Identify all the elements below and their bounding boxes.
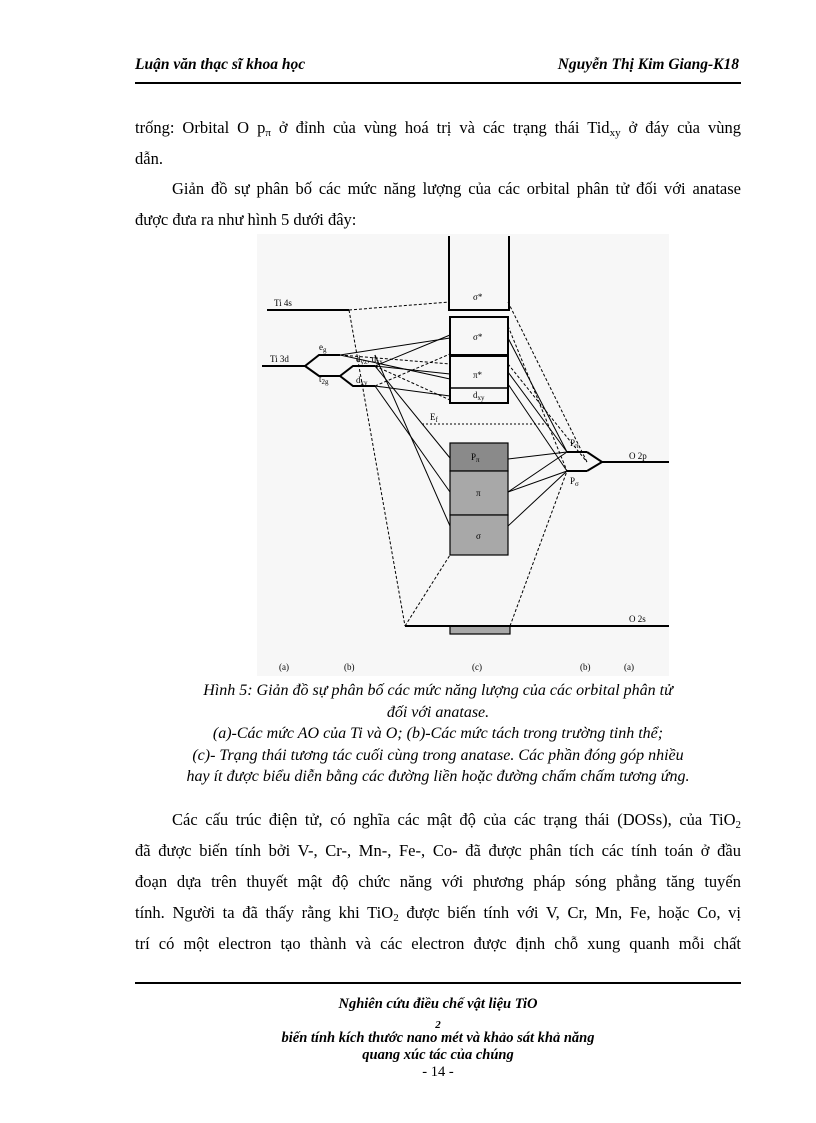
label-pi-star: π* xyxy=(473,370,483,380)
label-dxy: $d_{xy}$ xyxy=(356,375,368,387)
label-sigma: σ xyxy=(476,531,481,541)
label-eg: $e_g$ xyxy=(319,342,327,354)
label-p-pi-box: $P_\pi$ xyxy=(471,452,480,464)
page-number: - 14 - xyxy=(422,1064,454,1080)
paragraph-1-line-1: trống: Orbital O $p_\pi$ ở đỉnh của vùng hoá trị và các trạng thái Tid$_{xy}$ ở đáy của vùng xyxy=(135,118,742,139)
label-dyz-dzx: $d_{yz}$, $d_{zx}$ xyxy=(356,354,383,366)
label-b-left: (b) xyxy=(344,662,355,672)
label-ti3d: Ti 3d xyxy=(270,354,289,364)
caption-line-5: hay ít được biểu diễn bằng các đường liền hoặc đường chấm chấm tương ứng. xyxy=(186,768,690,785)
caption-line-1: Hình 5: Giản đồ sự phân bố các mức năng lượng của các orbital phân tử xyxy=(203,682,673,699)
paragraph-3-line-2: đã được biến tính bởi V-, Cr-, Mn-, Fe-, Co- đã được phân tích các tính toán ở đầu xyxy=(135,841,741,860)
paragraph-1 xyxy=(135,112,741,174)
label-a-right: (a) xyxy=(624,662,634,672)
header-left: Luận văn thạc sĩ khoa học xyxy=(135,56,306,73)
page-header xyxy=(135,50,741,84)
label-o2p: O 2p xyxy=(629,451,647,461)
paragraph-3-line-3: đoạn dựa trên thuyết mật độ chức năng với phương pháp sóng phẳng tăng tuyến xyxy=(135,872,741,891)
paragraph-3 xyxy=(135,804,741,959)
figure-caption xyxy=(135,680,741,788)
label-dxy-box: $d_{xy}$ xyxy=(473,390,485,402)
label-sigma-star-top: σ* xyxy=(473,292,483,302)
paragraph-3-line-5: trí có một electron tạo thành và các electron được định chỗ xung quanh mỗi chất xyxy=(135,934,741,953)
paragraph-2 xyxy=(135,173,741,235)
paragraph-3-line-1: Các cấu trúc điện tử, có nghĩa các mật độ của các trạng thái (DOSs), của TiO$_2$ xyxy=(172,810,741,831)
label-p-pi: $P_\pi$ xyxy=(570,438,579,450)
paragraph-3-line-4: tính. Người ta đã thấy rằng khi TiO$_2$ được biến tính với V, Cr, Mn, Fe, hoặc Co, vị xyxy=(135,903,741,924)
caption-line-4: (c)- Trạng thái tương tác cuối cùng trong anatase. Các phần đóng góp nhiều xyxy=(192,746,684,764)
label-p-sigma: $P_\sigma$ xyxy=(570,476,579,488)
energy-level-diagram xyxy=(257,234,669,676)
paragraph-2-line-2: được đưa ra như hình 5 dưới đây: xyxy=(135,210,357,229)
label-c: (c) xyxy=(472,662,482,672)
label-b-right: (b) xyxy=(580,662,591,672)
label-o2s: O 2s xyxy=(629,614,646,624)
caption-line-2: đối với anatase. xyxy=(386,703,490,721)
label-a-left: (a) xyxy=(279,662,289,672)
label-t2g: $t_{2g}$ xyxy=(319,374,329,386)
footer-line-1: Nghiên cứu điều chế vật liệu TiO $_2$ biến tính kích thước nano mét và khảo sát khả năng xyxy=(281,996,595,1046)
label-sigma-star: σ* xyxy=(473,332,483,342)
label-ti4s: Ti 4s xyxy=(274,298,292,308)
paragraph-2-line-1: Giản đồ sự phân bố các mức năng lượng của các orbital phân tử đối với anatase xyxy=(172,179,741,198)
header-right: Nguyễn Thị Kim Giang-K18 xyxy=(557,56,739,73)
caption-line-3: (a)-Các mức AO của Ti và O; (b)-Các mức tách trong trường tinh thể; xyxy=(212,725,664,742)
footer-line-2: quang xúc tác của chúng xyxy=(362,1047,514,1063)
label-ef: $E_f$ xyxy=(430,412,438,424)
paragraph-1-line-2: dẫn. xyxy=(135,149,163,168)
label-pi: π xyxy=(476,488,481,498)
page-footer xyxy=(135,982,741,1081)
